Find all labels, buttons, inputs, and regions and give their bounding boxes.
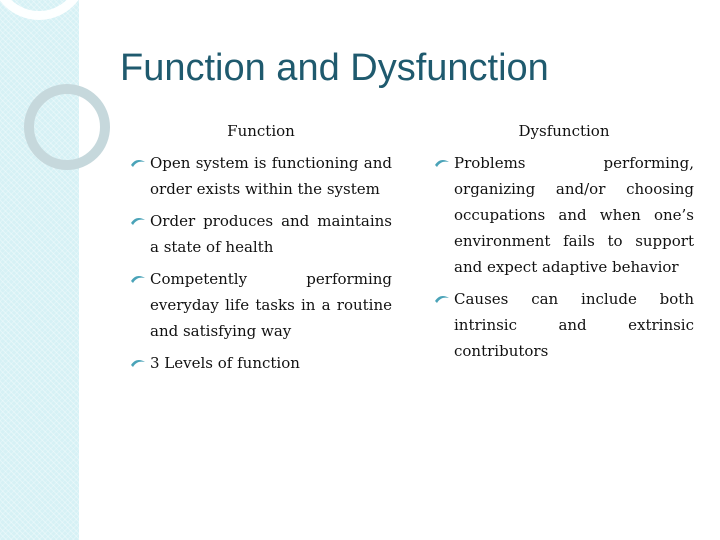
list-item <box>130 208 392 260</box>
swoosh-bullet-icon <box>130 158 146 168</box>
swoosh-bullet-icon <box>130 216 146 226</box>
swoosh-bullet-icon <box>130 274 146 284</box>
list-item <box>130 350 392 376</box>
swoosh-bullet-icon <box>130 358 146 368</box>
slide-title: Function and Dysfunction <box>120 47 549 89</box>
dysfunction-column-heading: Dysfunction <box>518 122 610 140</box>
bullet-text: Order produces and maintains a state of health <box>150 212 392 256</box>
list-item <box>130 266 392 344</box>
bullet-text: Competently performing everyday life tasks in a routine and satisfying way <box>150 270 392 340</box>
list-item <box>434 150 694 280</box>
list-item <box>130 150 392 202</box>
swoosh-bullet-icon <box>434 294 450 304</box>
decorative-side-band <box>0 0 79 540</box>
bullet-text: Problems performing, organizing and/or choosing occupations and when one’s environment fails to support and expect adaptive behavior <box>454 154 694 276</box>
list-item <box>434 286 694 364</box>
bullet-text: Open system is functioning and order exists within the system <box>150 154 392 198</box>
function-bullet-list <box>130 150 392 376</box>
dysfunction-bullet-list <box>434 150 694 364</box>
bullet-text: 3 Levels of function <box>150 354 300 372</box>
decorative-ring-small <box>24 84 110 170</box>
function-column <box>130 120 392 382</box>
dysfunction-column <box>434 120 694 370</box>
bullet-text: Causes can include both intrinsic and extrinsic contributors <box>454 290 694 360</box>
swoosh-bullet-icon <box>434 158 450 168</box>
function-column-heading: Function <box>227 122 295 140</box>
